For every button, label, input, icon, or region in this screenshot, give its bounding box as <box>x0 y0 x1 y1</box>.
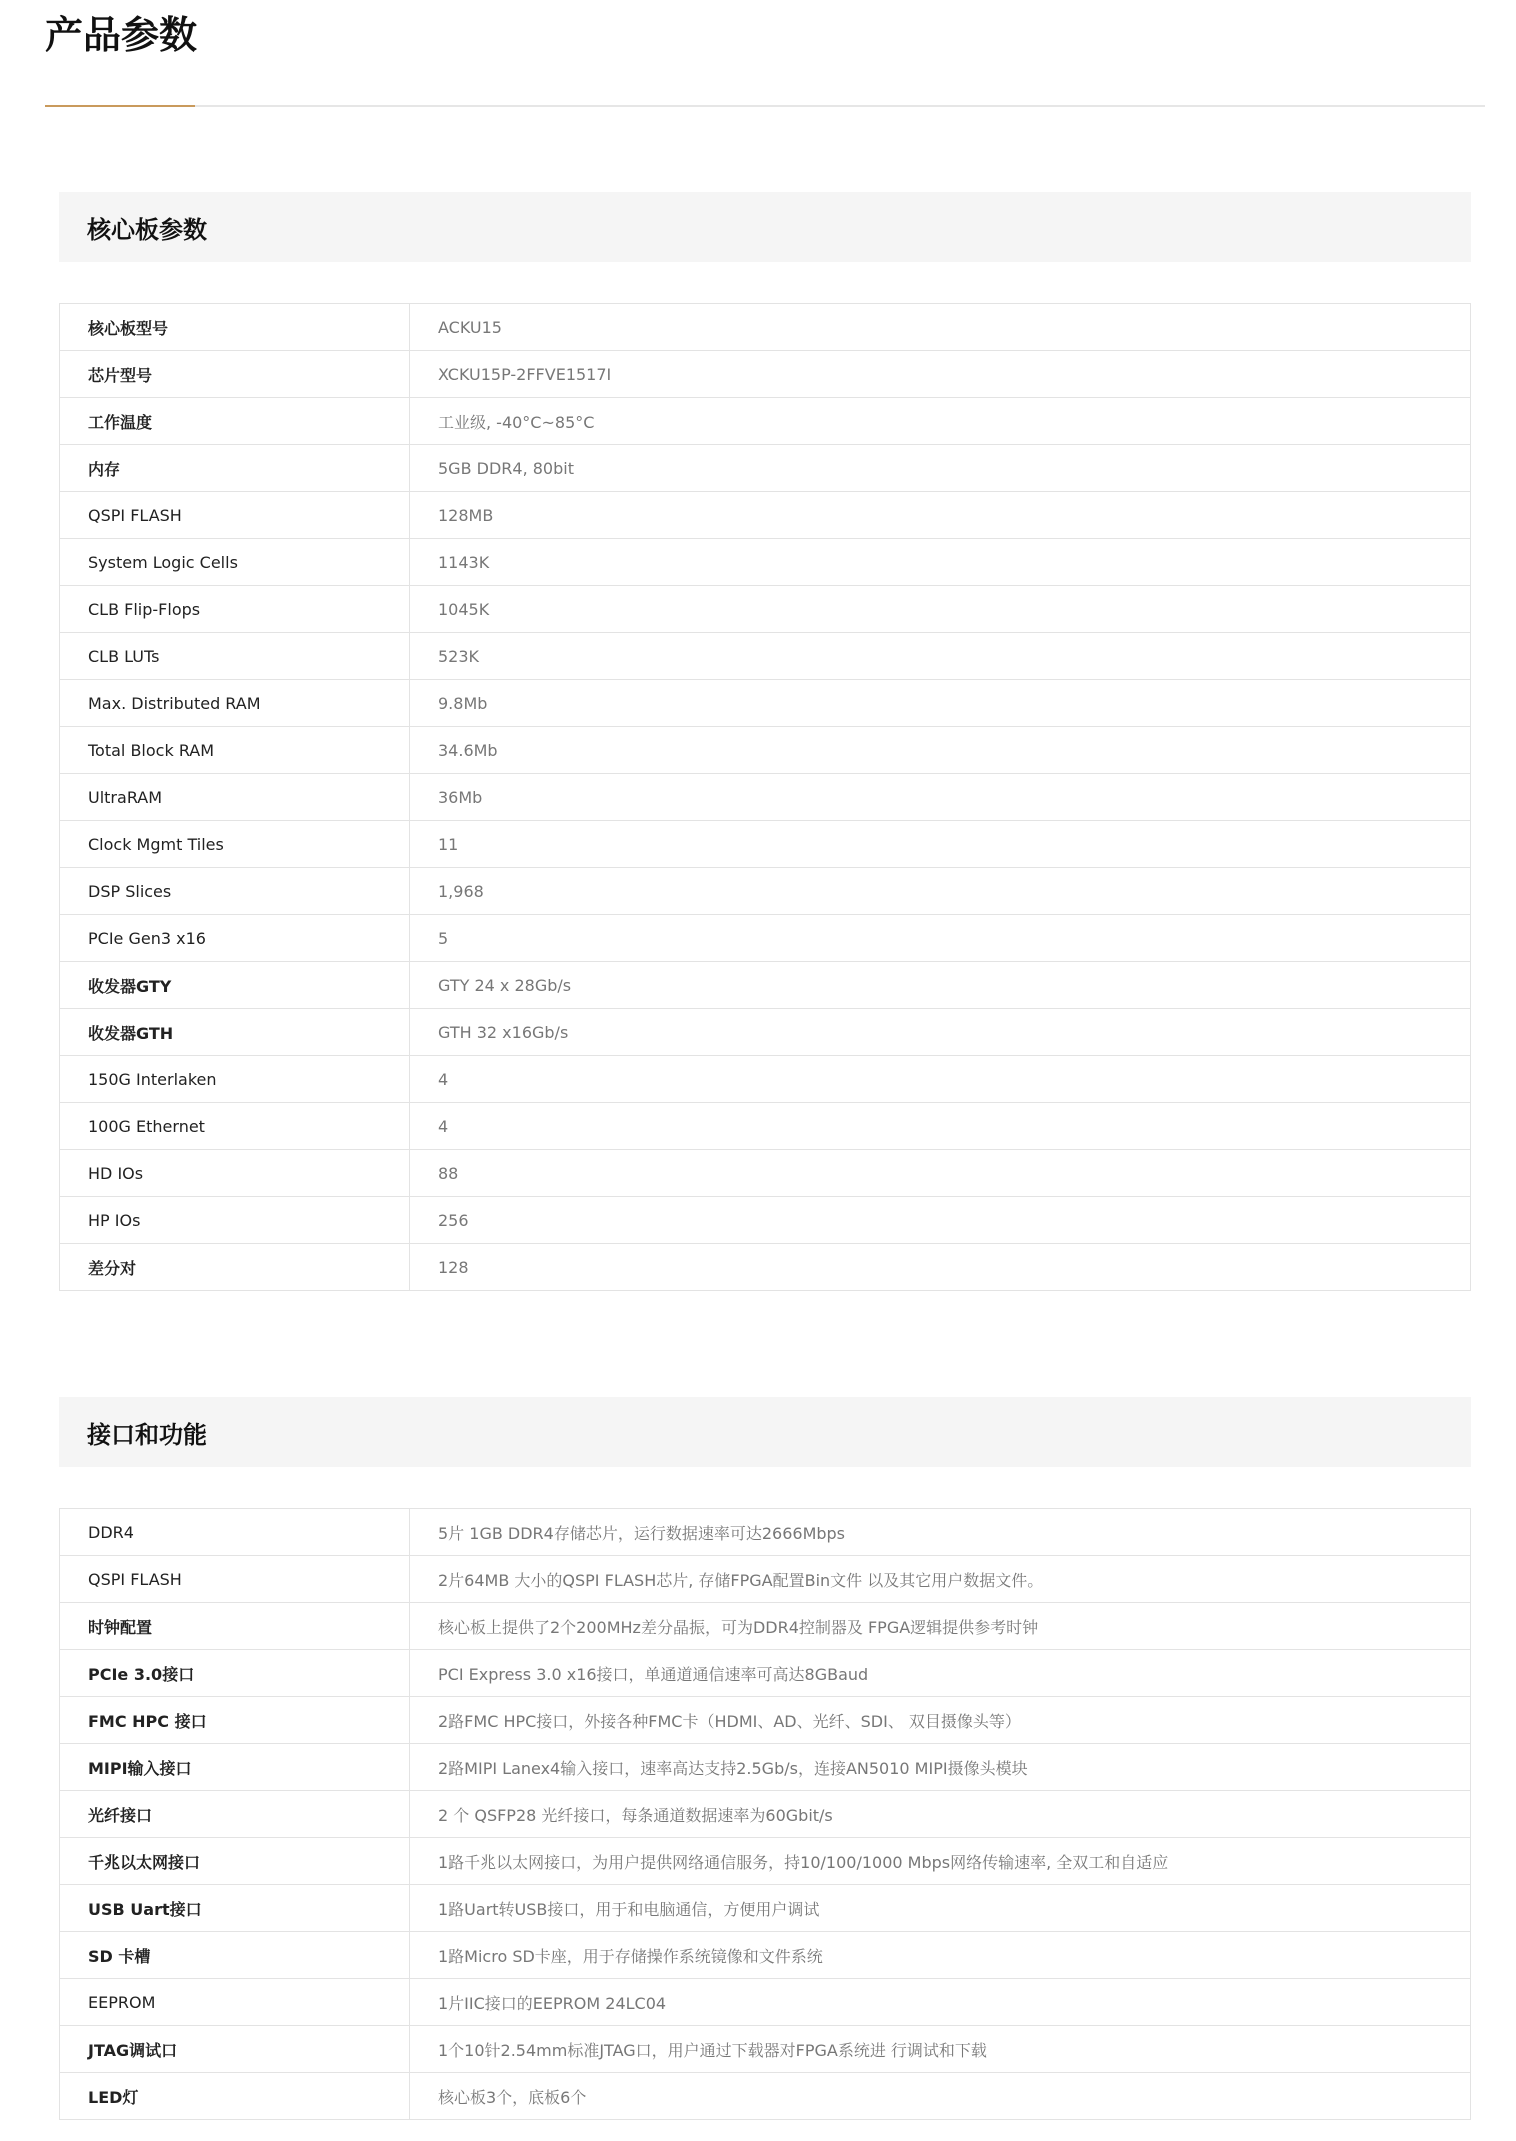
table-row <box>60 398 1471 445</box>
param-name: PCIe Gen3 x16 <box>60 915 410 962</box>
param-value: 4 <box>410 1103 1471 1150</box>
param-value: XCKU15P-2FFVE1517I <box>410 351 1471 398</box>
param-name: UltraRAM <box>60 774 410 821</box>
table-row <box>60 1509 1471 1556</box>
table-row <box>60 1744 1471 1791</box>
param-name: 核心板型号 <box>60 304 410 351</box>
param-name: QSPI FLASH <box>60 492 410 539</box>
param-value: 核心板3个，底板6个 <box>410 2073 1471 2120</box>
param-value: 1片IIC接口的EEPROM 24LC04 <box>410 1979 1471 2026</box>
param-name: 光纤接口 <box>60 1791 410 1838</box>
param-value: 256 <box>410 1197 1471 1244</box>
table-row <box>60 1650 1471 1697</box>
interface-table <box>59 1508 1471 2120</box>
table-row <box>60 680 1471 727</box>
param-value: 11 <box>410 821 1471 868</box>
title-divider <box>45 105 1485 107</box>
param-value: 9.8Mb <box>410 680 1471 727</box>
param-name: DDR4 <box>60 1509 410 1556</box>
param-value: 88 <box>410 1150 1471 1197</box>
table-row <box>60 727 1471 774</box>
param-value: 5 <box>410 915 1471 962</box>
param-value: 1路Micro SD卡座，用于存储操作系统镜像和文件系统 <box>410 1932 1471 1979</box>
param-value: PCI Express 3.0 x16接口，单通道通信速率可高达8GBaud <box>410 1650 1471 1697</box>
param-value: 1路Uart转USB接口，用于和电脑通信，方便用户调试 <box>410 1885 1471 1932</box>
param-name: MIPI输入接口 <box>60 1744 410 1791</box>
table-row <box>60 915 1471 962</box>
param-value: 1,968 <box>410 868 1471 915</box>
title-accent-bar <box>45 105 195 107</box>
table-row <box>60 492 1471 539</box>
table-row <box>60 586 1471 633</box>
param-name: DSP Slices <box>60 868 410 915</box>
page-title: 产品参数 <box>45 13 198 57</box>
param-value: 36Mb <box>410 774 1471 821</box>
table-row <box>60 1885 1471 1932</box>
param-name: 时钟配置 <box>60 1603 410 1650</box>
param-name: 千兆以太网接口 <box>60 1838 410 1885</box>
param-value: 523K <box>410 633 1471 680</box>
param-name: PCIe 3.0接口 <box>60 1650 410 1697</box>
param-name: HP IOs <box>60 1197 410 1244</box>
interface-section <box>59 1397 1471 2120</box>
table-row <box>60 774 1471 821</box>
table-row <box>60 1103 1471 1150</box>
param-name: Max. Distributed RAM <box>60 680 410 727</box>
param-name: 工作温度 <box>60 398 410 445</box>
param-name: 芯片型号 <box>60 351 410 398</box>
param-value: ACKU15 <box>410 304 1471 351</box>
param-name: HD IOs <box>60 1150 410 1197</box>
param-name: JTAG调试口 <box>60 2026 410 2073</box>
table-row <box>60 1150 1471 1197</box>
param-value: 34.6Mb <box>410 727 1471 774</box>
param-value: 工业级, -40°C~85°C <box>410 398 1471 445</box>
param-name: Clock Mgmt Tiles <box>60 821 410 868</box>
param-name: Total Block RAM <box>60 727 410 774</box>
param-name: SD 卡槽 <box>60 1932 410 1979</box>
param-name: USB Uart接口 <box>60 1885 410 1932</box>
table-row <box>60 1932 1471 1979</box>
param-name: 差分对 <box>60 1244 410 1291</box>
param-name: 收发器GTY <box>60 962 410 1009</box>
param-value: 5GB DDR4, 80bit <box>410 445 1471 492</box>
table-row <box>60 2026 1471 2073</box>
param-name: 收发器GTH <box>60 1009 410 1056</box>
table-row <box>60 1056 1471 1103</box>
param-value: 2路FMC HPC接口，外接各种FMC卡（HDMI、AD、光纤、SDI、 双目摄像头等） <box>410 1697 1471 1744</box>
table-row <box>60 1009 1471 1056</box>
param-value: 1045K <box>410 586 1471 633</box>
table-row <box>60 1244 1471 1291</box>
table-row <box>60 1838 1471 1885</box>
param-name: 内存 <box>60 445 410 492</box>
table-row <box>60 868 1471 915</box>
table-row <box>60 633 1471 680</box>
param-value: 核心板上提供了2个200MHz差分晶振，可为DDR4控制器及 FPGA逻辑提供参考时钟 <box>410 1603 1471 1650</box>
param-value: 128MB <box>410 492 1471 539</box>
table-row <box>60 304 1471 351</box>
table-row <box>60 539 1471 586</box>
table-row <box>60 821 1471 868</box>
param-value: 1143K <box>410 539 1471 586</box>
param-name: 150G Interlaken <box>60 1056 410 1103</box>
param-value: 1个10针2.54mm标准JTAG口，用户通过下载器对FPGA系统进 行调试和下载 <box>410 2026 1471 2073</box>
table-row <box>60 445 1471 492</box>
param-value: GTY 24 x 28Gb/s <box>410 962 1471 1009</box>
param-name: CLB Flip-Flops <box>60 586 410 633</box>
table-row <box>60 1556 1471 1603</box>
param-value: 5片 1GB DDR4存储芯片，运行数据速率可达2666Mbps <box>410 1509 1471 1556</box>
table-row <box>60 962 1471 1009</box>
core-params-heading: 核心板参数 <box>59 192 1471 262</box>
param-value: 4 <box>410 1056 1471 1103</box>
core-params-section <box>59 192 1471 1291</box>
param-value: GTH 32 x16Gb/s <box>410 1009 1471 1056</box>
param-name: System Logic Cells <box>60 539 410 586</box>
param-value: 2 个 QSFP28 光纤接口，每条通道数据速率为60Gbit/s <box>410 1791 1471 1838</box>
table-row <box>60 351 1471 398</box>
table-row <box>60 1791 1471 1838</box>
table-row <box>60 1197 1471 1244</box>
table-row <box>60 1979 1471 2026</box>
param-name: 100G Ethernet <box>60 1103 410 1150</box>
param-value: 128 <box>410 1244 1471 1291</box>
param-name: FMC HPC 接口 <box>60 1697 410 1744</box>
param-name: EEPROM <box>60 1979 410 2026</box>
param-name: QSPI FLASH <box>60 1556 410 1603</box>
core-params-table <box>59 303 1471 1291</box>
param-name: LED灯 <box>60 2073 410 2120</box>
param-value: 1路千兆以太网接口，为用户提供网络通信服务，持10/100/1000 Mbps网络传输速率, 全双工和自适应 <box>410 1838 1471 1885</box>
param-name: CLB LUTs <box>60 633 410 680</box>
param-value: 2片64MB 大小的QSPI FLASH芯片, 存储FPGA配置Bin文件 以及其它用户数据文件。 <box>410 1556 1471 1603</box>
interface-heading: 接口和功能 <box>59 1397 1471 1467</box>
table-row <box>60 1603 1471 1650</box>
table-row <box>60 2073 1471 2120</box>
page-header <box>45 0 1485 60</box>
param-value: 2路MIPI Lanex4输入接口，速率高达支持2.5Gb/s，连接AN5010 MIPI摄像头模块 <box>410 1744 1471 1791</box>
table-row <box>60 1697 1471 1744</box>
